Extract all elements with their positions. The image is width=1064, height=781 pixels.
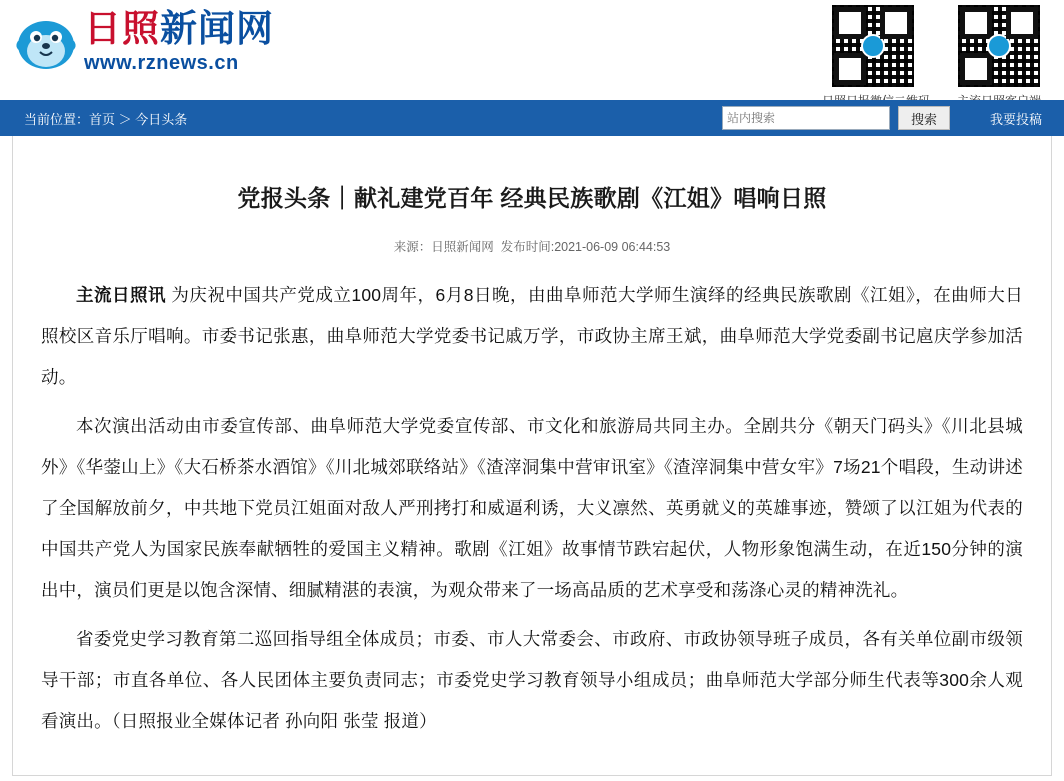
site-logo[interactable] xyxy=(14,8,274,75)
logo-title-red: 日照 xyxy=(84,8,160,49)
logo-title xyxy=(84,8,274,50)
qr-code-icon xyxy=(957,4,1041,88)
logo-title-blue: 新闻网 xyxy=(160,8,274,49)
breadcrumb-label: 当前位置： xyxy=(24,111,90,127)
qr-code-area xyxy=(822,4,1050,109)
article-paragraph-3: 省委党史学习教育第二巡回指导组全体成员；市委、市人大常委会、市政府、市政协领导班子成员，各有关单位副市级领导干部；市直各单位、各人民团体主要负责同志；市委党史学习教育领导小组成员；曲阜师范大学部分师生代表等300余人观看演出。（日照报业全媒体记者 孙向阳 张莹 报道） xyxy=(41,629,1023,732)
site-header xyxy=(0,0,1064,100)
article-paragraph-1 xyxy=(41,275,1023,398)
article-paragraph-1-text: 为庆祝中国共产党成立100周年，6月8日晚，由曲阜师范大学师生演绎的经典民族歌剧《江姐》，在曲师大日照校区音乐厅唱响。市委书记张惠，曲阜师范大学党委书记戚万学，市政协主席王斌，曲阜师范大学党委副书记扈庆学参加活动。 xyxy=(41,285,1024,388)
contribute-link[interactable]: 我要投稿 xyxy=(989,111,1042,127)
article-publish-time: 2021-06-09 06:44:53 xyxy=(554,240,671,255)
qr-code-icon xyxy=(831,4,915,88)
page-title: 党报头条｜献礼建党百年 经典民族歌剧《江姐》唱响日照 xyxy=(237,185,827,212)
breadcrumb-current-link[interactable]: 今日头条 xyxy=(135,111,188,127)
seal-mascot-icon xyxy=(14,11,78,73)
article-source-label: 来源： xyxy=(393,240,432,255)
nav-bar xyxy=(0,100,1064,136)
qr-block-wechat xyxy=(822,4,924,109)
article-source: 日照新闻网 xyxy=(431,240,494,255)
logo-text xyxy=(84,8,274,75)
article-publish-label: 发布时间: xyxy=(500,240,555,255)
nav-right-group xyxy=(722,100,1064,136)
breadcrumb-separator: ＞ xyxy=(118,111,132,127)
article-paragraph-2: 本次演出活动由市委宣传部、曲阜师范大学党委宣传部、市文化和旅游局共同主办。全剧共分《朝天门码头》《川北县城外》《华蓥山上》《大石桥茶水酒馆》《川北城郊联络站》《渣滓洞集中营审讯室》《渣滓洞集中营女牢》7场21个唱段，生动讲述了全国解放前夕，中共地下党员江姐面对敌人严刑拷打和威逼利诱，大义凛然、英勇就义的英雄事迹，赞颂了以江姐为代表的中国共产党人为国家民族奉献牺牲的爱国主义精神。歌剧《江姐》故事情节跌宕起伏，人物形象饱满生动，在近150分钟的演出中，演员们更是以饱含深情、细腻精湛的表演，为观众带来了一场高品质的艺术享受和荡涤心灵的精神洗礼。 xyxy=(41,416,1023,601)
article-lead: 主流日照讯 xyxy=(76,285,167,306)
content-frame xyxy=(12,136,1052,776)
breadcrumb-home-link[interactable]: 首页 xyxy=(89,111,116,127)
search-button[interactable]: 搜索 xyxy=(898,106,950,130)
breadcrumb xyxy=(24,109,187,128)
article-meta xyxy=(41,237,1023,255)
article xyxy=(13,136,1051,760)
article-body xyxy=(41,275,1023,742)
search-input[interactable] xyxy=(722,106,890,130)
logo-url: www.rznews.cn xyxy=(84,52,239,74)
qr-block-app xyxy=(948,4,1050,109)
